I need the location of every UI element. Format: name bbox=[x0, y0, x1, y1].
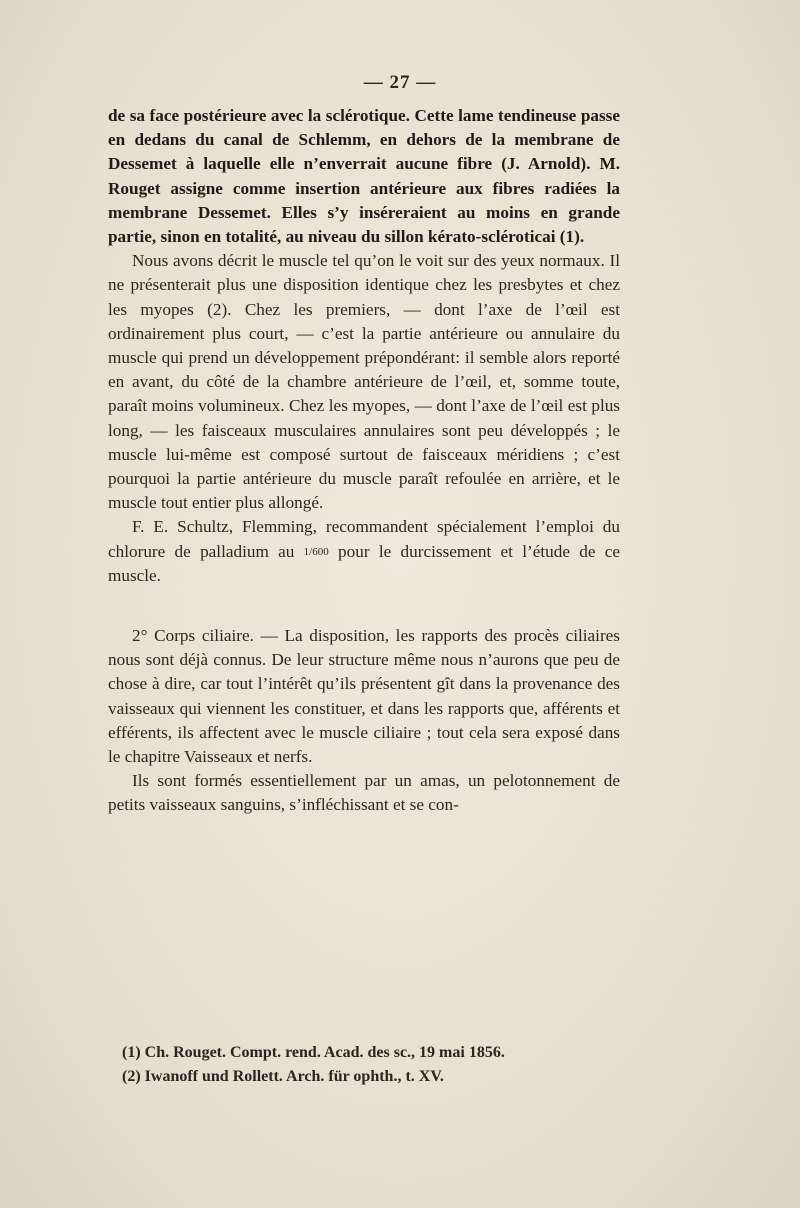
paragraph-4: 2° Corps ciliaire. — La disposition, les rapports des procès ciliaires nous sont déjà connus. De leur structure même nous n’aurons que peu de chose à dire, car tout l’intérêt qu’ils présentent gît dans la provenance des vaisseaux qui viennent les constituer, et dans les rapports que, afférents et efférents, ils affectent avec le muscle ciliaire ; tout cela sera exposé dans le chapitre Vaisseaux et nerfs. bbox=[108, 626, 620, 767]
fraction-numerator: 1 bbox=[303, 545, 310, 558]
paragraph-3-end: pour le durcissement et l’étude de ce muscle. bbox=[108, 541, 621, 585]
fraction-denominator: 600 bbox=[312, 545, 329, 558]
section-gap bbox=[108, 588, 620, 624]
fraction: 1/600 bbox=[303, 545, 329, 558]
paragraph-3-start: F. E. Schultz, Flemming, recommandent spécialement l’emploi du chlorure de palladium au bbox=[108, 517, 620, 561]
paragraph-3 bbox=[108, 515, 620, 588]
body-text bbox=[108, 104, 620, 818]
page-number: — 27 — bbox=[363, 72, 437, 93]
paragraph-5: Ils sont formés essentiellement par un amas, un pelotonnement de petits vaisseaux sanguins, s’infléchissant et se con- bbox=[108, 771, 620, 815]
footnotes bbox=[108, 1042, 628, 1090]
paragraph-2: Nous avons décrit le muscle tel qu’on le voit sur des yeux normaux. Il ne présenterait plus une disposition identique chez les presbytes et chez les myopes (2). Chez les premiers, — dont l’axe de l’œil est ordinairement plus court, — c’est la partie antérieure ou annulaire du muscle qui prend un développement prépondérant: il semble alors reporté en avant, du côté de la chambre antérieure de l’œil, et, somme toute, paraît moins volumineux. Chez les myopes, — dont l’axe de l’œil est plus long, — les faisceaux musculaires annulaires sont peu développés ; le muscle lui-même est composé surtout de faisceaux méridiens ; c’est pourquoi la partie antérieure du muscle paraît refoulée en arrière, et le muscle tout entier plus allongé. bbox=[108, 251, 620, 513]
footnote-1: (1) Ch. Rouget. Compt. rend. Acad. des sc., 19 mai 1856. bbox=[122, 1044, 505, 1061]
footnote-2: (2) Iwanoff und Rollett. Arch. für ophth., t. XV. bbox=[122, 1068, 444, 1085]
paragraph-1: de sa face postérieure avec la sclérotique. Cette lame tendineuse passe en dedans du canal de Schlemm, en dehors de la membrane de Dessemet à laquelle elle n’enverrait aucune fibre (J. Arnold). M. Rouget assigne comme insertion antérieure aux fibres radiées la membrane Dessemet. Elles s’y inséreraient au moins en grande partie, sinon en totalité, au niveau du sillon kérato-scléroticai (1). bbox=[108, 106, 620, 247]
